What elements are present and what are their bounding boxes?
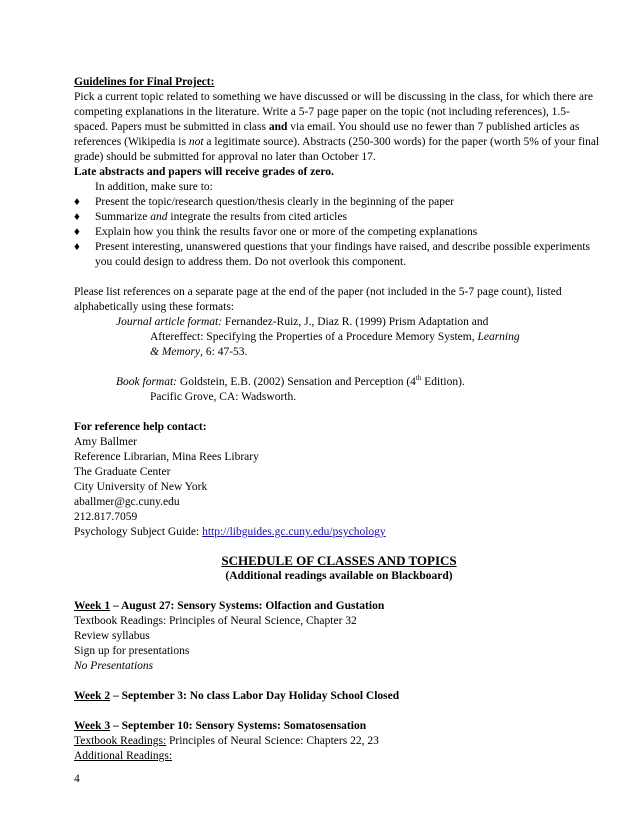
contact-center: The Graduate Center	[74, 466, 171, 478]
guidelines-paragraph: Pick a current topic related to something we have discussed or will be discussing in the class, for which there are competing explanations in the literature. Write a 5-7 page paper on the topic (not including references), 1.5-spaced. Papers must be submitted in class and via email. You should use no fewer than 7 published articles as references (Wikipedia is not a legitimate source). Abstracts (250-300 words) for the paper (worth 5% of your final grade) should be submitted for approval no later than October 17.	[74, 91, 600, 163]
week3-heading: Week 3 – September 10: Sensory Systems: Somatosensation	[74, 720, 367, 732]
book-format-line1: Book format: Goldstein, E.B. (2002) Sensation and Perception (4th Edition).	[116, 374, 465, 388]
bullet-item: ♦ Present the topic/research question/thesis clearly in the beginning of the paper	[74, 196, 454, 208]
week1-heading: Week 1 – August 27: Sensory Systems: Olfaction and Gustation	[74, 600, 385, 612]
contact-email: aballmer@gc.cuny.edu	[74, 496, 180, 508]
journal-format-line3: & Memory, 6: 47-53.	[150, 346, 248, 358]
guidelines-heading: Guidelines for Final Project:	[74, 76, 215, 88]
bullet-item: ♦ Summarize and integrate the results from cited articles	[74, 211, 347, 223]
references-intro: Please list references on a separate page at the end of the paper (not included in the 5-7 page count), listed alphabetically using these formats:	[74, 286, 562, 313]
contact-phone: 212.817.7059	[74, 511, 138, 523]
week1-presentations: No Presentations	[74, 660, 154, 672]
contact-heading: For reference help contact:	[74, 421, 207, 433]
subject-guide-link[interactable]: http://libguides.gc.cuny.edu/psychology	[202, 526, 386, 538]
diamond-bullet-icon: ♦	[74, 211, 80, 223]
bullet-item: ♦ Explain how you think the results favor one or more of the competing explanations	[74, 226, 478, 238]
week1-review: Review syllabus	[74, 630, 150, 642]
contact-university: City University of New York	[74, 481, 208, 493]
diamond-bullet-icon: ♦	[74, 196, 80, 208]
book-format-line2: Pacific Grove, CA: Wadsworth.	[150, 391, 297, 403]
in-addition-line: In addition, make sure to:	[95, 181, 213, 193]
week1-readings: Textbook Readings: Principles of Neural Science, Chapter 32	[74, 615, 357, 627]
subject-guide-line: Psychology Subject Guide: http://libguides.gc.cuny.edu/psychology	[74, 526, 386, 538]
contact-title: Reference Librarian, Mina Rees Library	[74, 451, 259, 463]
schedule-subtitle: (Additional readings available on Blackboard)	[225, 570, 453, 582]
page-number: 4	[74, 773, 80, 785]
late-policy: Late abstracts and papers will receive grades of zero.	[74, 166, 334, 178]
bullet-item: ♦ Present interesting, unanswered questions that your findings have raised, and describe possible experiments you could design to address them. Do not overlook this component.	[74, 241, 591, 268]
week2-heading: Week 2 – September 3: No class Labor Day Holiday School Closed	[74, 690, 400, 702]
contact-name: Amy Ballmer	[74, 436, 137, 448]
week3-additional: Additional Readings:	[74, 750, 173, 762]
week1-signup: Sign up for presentations	[74, 645, 190, 657]
diamond-bullet-icon: ♦	[74, 226, 80, 238]
journal-format-line2: Aftereffect: Specifying the Properties of a Procedure Memory System, Learning	[150, 331, 520, 343]
journal-format-line1: Journal article format: Fernandez-Ruiz, J., Diaz R. (1999) Prism Adaptation and	[116, 316, 489, 328]
week3-readings: Textbook Readings: Principles of Neural Science: Chapters 22, 23	[74, 735, 379, 747]
diamond-bullet-icon: ♦	[74, 241, 80, 253]
schedule-title: SCHEDULE OF CLASSES AND TOPICS	[221, 553, 457, 568]
document-page	[74, 75, 604, 764]
